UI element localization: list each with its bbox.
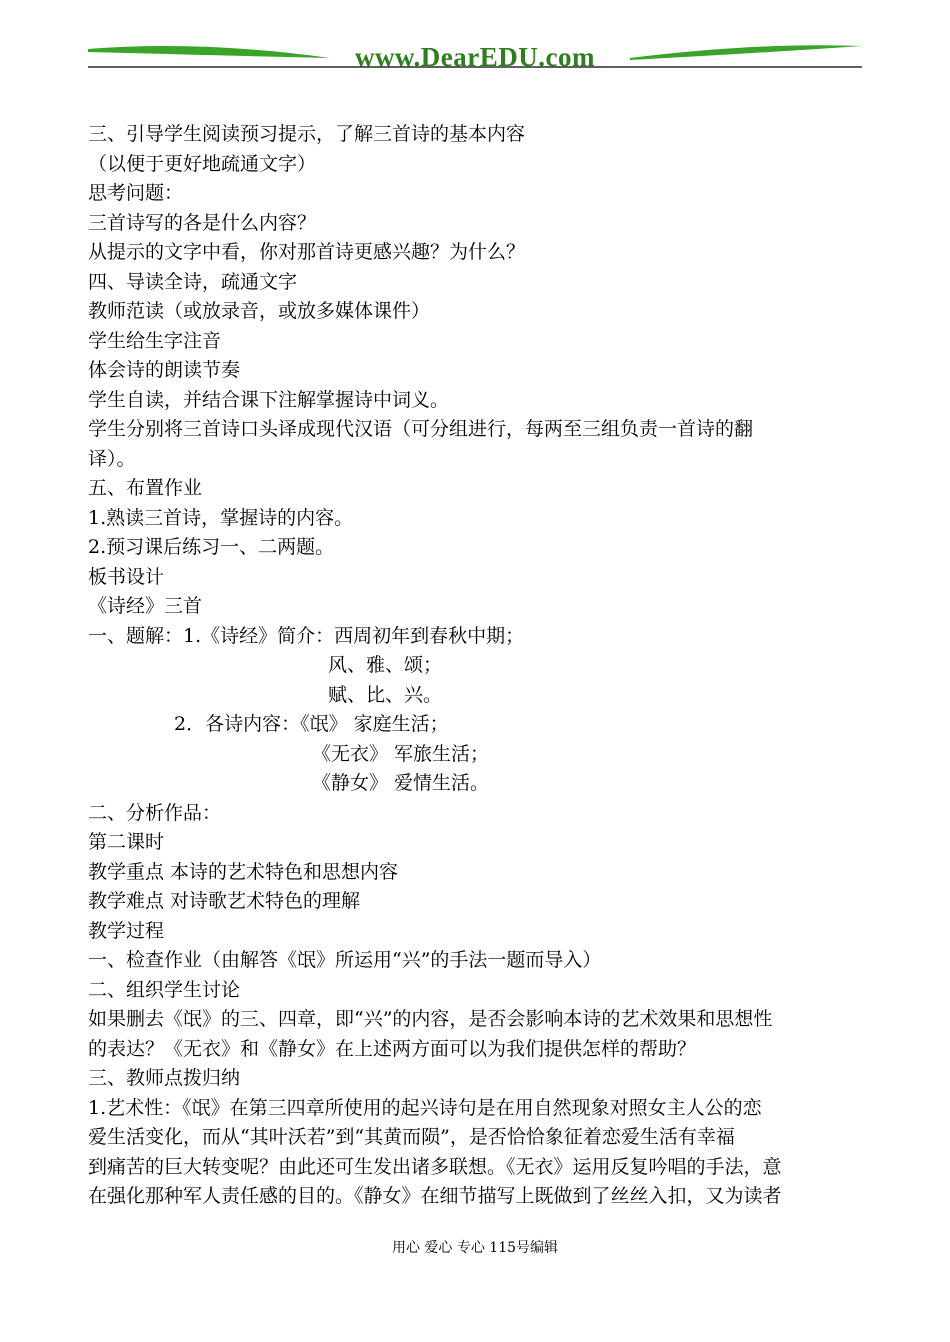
text-line: 第二课时 — [88, 831, 165, 853]
text-line: 教学难点 对诗歌艺术特色的理解 — [88, 890, 361, 912]
text-line: 学生分别将三首诗口头译成现代汉语（可分组进行，每两至三组负责一首诗的翻 — [88, 418, 754, 440]
text-line: （以便于更好地疏通文字） — [88, 152, 317, 175]
text-line: 2．各诗内容：《氓》 家庭生活； — [174, 713, 449, 735]
text-line: 1.艺术性：《氓》在第三四章所使用的起兴诗句是在用自然现象对照女主人公的恋 — [88, 1096, 762, 1119]
text-line: 三、教师点拨归纳 — [88, 1067, 241, 1089]
left-swoosh — [88, 46, 330, 58]
text-line: 思考问题： — [88, 182, 184, 204]
text-line: 1.熟读三首诗，掌握诗的内容。 — [88, 506, 354, 529]
text-line: 如果删去《氓》的三、四章，即“兴”的内容，是否会影响本诗的艺术效果和思想性 — [88, 1008, 773, 1030]
text-line: 一、检查作业（由解答《氓》所运用“兴”的手法一题而导入） — [88, 949, 602, 971]
text-line: 四、导读全诗，疏通文字 — [88, 270, 298, 293]
text-line: 《无衣》 军旅生活； — [312, 742, 490, 765]
text-line: 的表达？《无衣》和《静女》在上述两方面可以为我们提供怎样的帮助？ — [88, 1037, 697, 1060]
text-line: 教师范读（或放录音，或放多媒体课件） — [88, 300, 431, 322]
text-line: 五、布置作业 — [88, 477, 203, 499]
text-line: 2.预习课后练习一、二两题。 — [88, 536, 335, 558]
page-footer: 用心 爱心 专心 115号编辑 — [391, 1240, 559, 1256]
text-line: 在强化那种军人责任感的目的。《静女》在细节描写上既做到了丝丝入扣，又为读者 — [88, 1185, 782, 1207]
text-line: 到痛苦的巨大转变呢？由此还可生发出诸多联想。《无衣》运用反复吟唱的手法，意 — [88, 1155, 782, 1178]
text-line: 学生自读，并结合课下注解掌握诗中词义。 — [88, 388, 450, 411]
text-line: 《静女》 爱情生活。 — [312, 772, 490, 794]
text-line: 二、组织学生讨论 — [88, 978, 241, 1001]
text-line: 从提示的文字中看，你对那首诗更感兴趣？为什么？ — [88, 241, 526, 263]
site-title: www.DearEDU.com — [355, 42, 595, 72]
text-line: 三、引导学生阅读预习提示，了解三首诗的基本内容 — [88, 123, 526, 145]
text-line: 教学过程 — [88, 919, 165, 942]
text-line: 教学重点 本诗的艺术特色和思想内容 — [88, 860, 399, 883]
text-line: 一、题解：1.《诗经》简介：西周初年到春秋中期； — [88, 624, 525, 647]
text-line: 二、分析作品： — [88, 801, 222, 824]
text-line: 译）。 — [88, 447, 136, 470]
right-swoosh — [630, 45, 862, 60]
text-line: 板书设计 — [88, 565, 165, 588]
text-line: 《诗经》三首 — [88, 595, 203, 617]
text-line: 风、雅、颂； — [328, 654, 443, 676]
text-line: 爱生活变化，而从“其叶沃若”到“其黄而陨”，是否恰恰象征着恋爱生活有幸福 — [88, 1126, 735, 1148]
text-line: 三首诗写的各是什么内容？ — [88, 211, 317, 234]
document-body — [88, 120, 864, 1212]
text-line: 学生给生字注音 — [88, 329, 222, 352]
text-line: 体会诗的朗读节奏 — [88, 359, 241, 381]
page-header — [0, 0, 950, 80]
text-line: 赋、比、兴。 — [328, 683, 443, 706]
